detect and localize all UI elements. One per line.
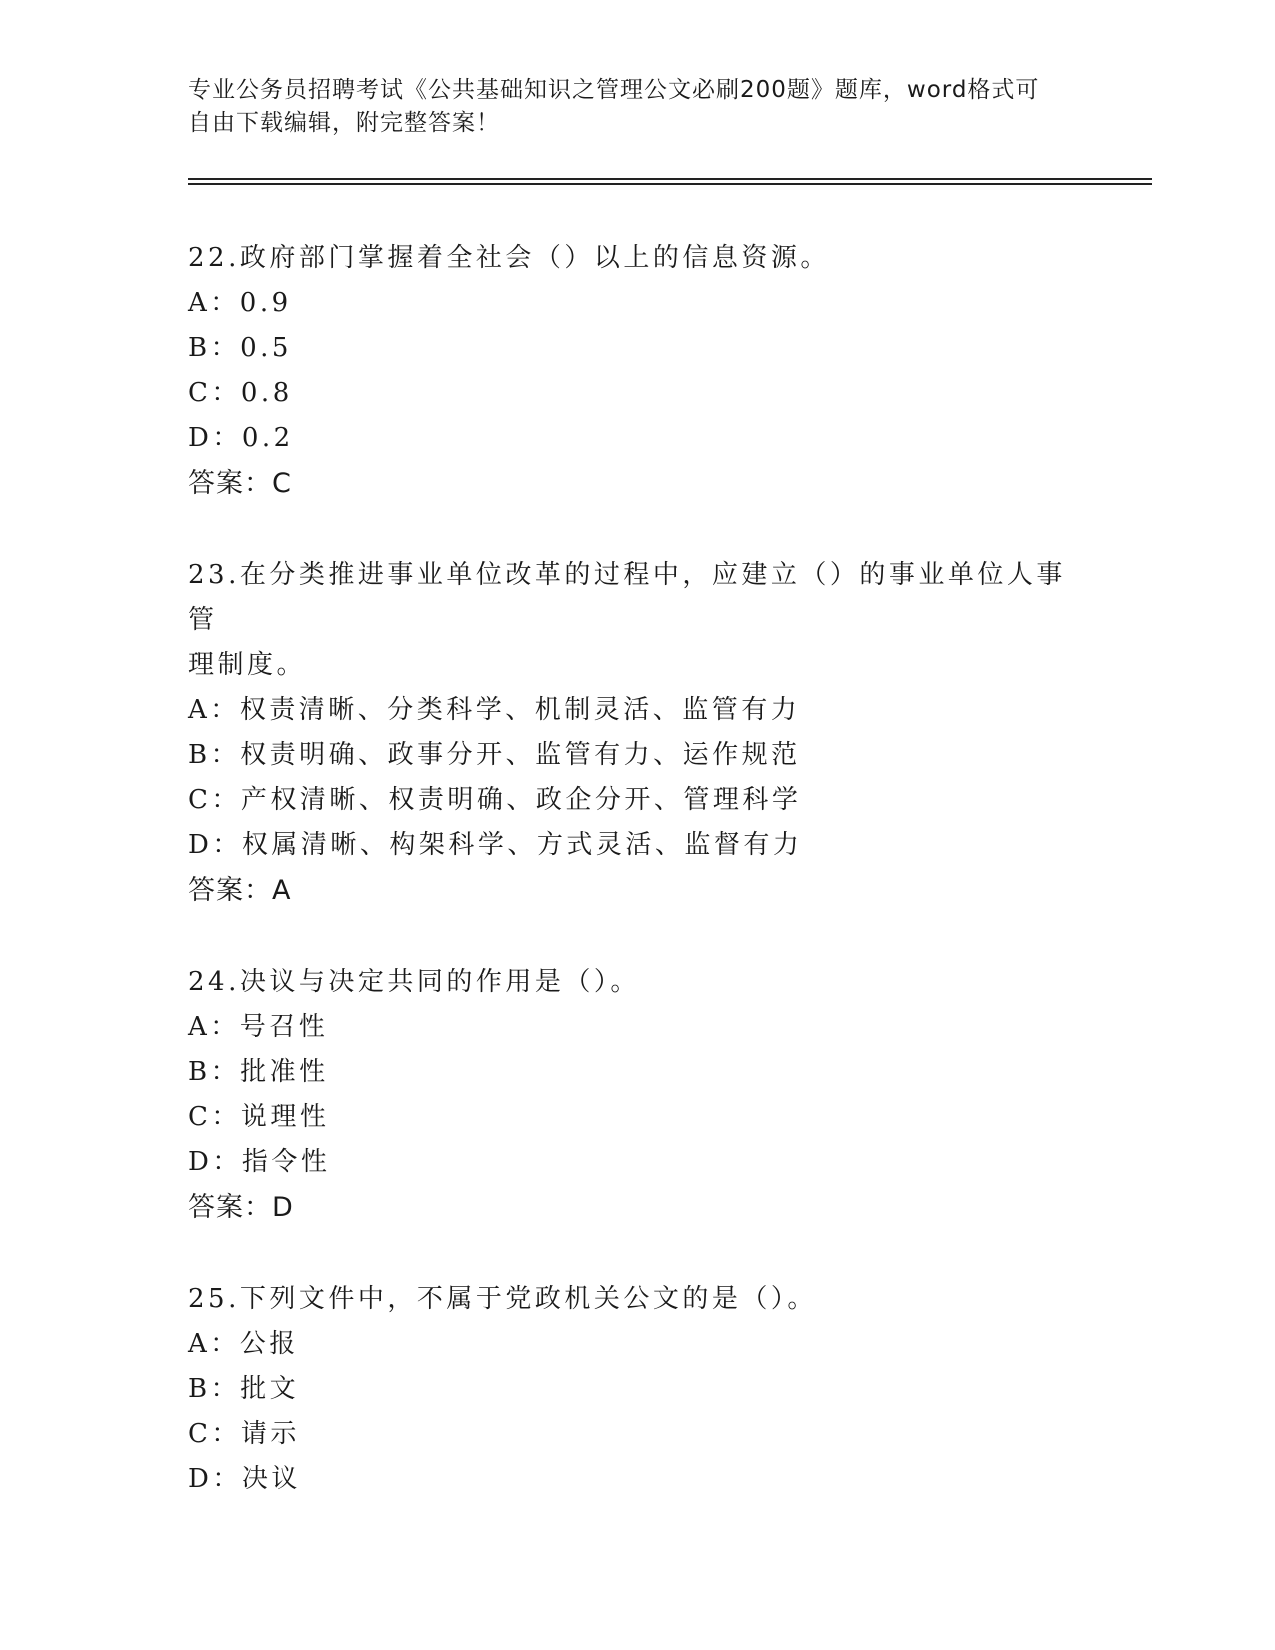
question-23 (188, 553, 1088, 913)
answer: 答案：A (188, 875, 292, 906)
header-line-2: 自由下载编辑，附完整答案！ (188, 110, 500, 136)
header-divider-top (188, 178, 1152, 180)
document-header (188, 74, 1068, 140)
question-24 (188, 960, 1088, 1230)
option-c: C：请示 (188, 1419, 300, 1449)
option-a: A：公报 (188, 1329, 299, 1359)
question-text-line-1: 23.在分类推进事业单位改革的过程中，应建立（）的事业单位人事管 (188, 560, 1066, 635)
option-b: B：权责明确、政事分开、监管有力、运作规范 (188, 740, 801, 770)
question-list (188, 236, 1088, 1549)
question-25 (188, 1277, 1088, 1502)
option-b: B：批文 (188, 1374, 300, 1404)
option-c: C：说理性 (188, 1102, 330, 1132)
option-b: B：0.5 (188, 333, 292, 363)
option-d: D：指令性 (188, 1147, 331, 1177)
option-d: D：0.2 (188, 423, 294, 453)
question-22 (188, 236, 1088, 506)
option-d: D：决议 (188, 1464, 301, 1494)
option-a: A：号召性 (188, 1012, 329, 1042)
option-a: A：0.9 (188, 288, 292, 318)
question-text-line-2: 理制度。 (188, 650, 307, 680)
answer: 答案：D (188, 1192, 294, 1223)
question-text: 24.决议与决定共同的作用是（）。 (188, 967, 640, 997)
question-text: 22.政府部门掌握着全社会（）以上的信息资源。 (188, 243, 830, 273)
answer: 答案：C (188, 468, 292, 499)
option-c: C：0.8 (188, 378, 293, 408)
header-divider-bottom (188, 183, 1152, 185)
header-line-1: 专业公务员招聘考试《公共基础知识之管理公文必刷200题》题库，word格式可 (188, 77, 1040, 103)
option-a: A：权责清晰、分类科学、机制灵活、监管有力 (188, 695, 801, 725)
option-d: D：权属清晰、构架科学、方式灵活、监督有力 (188, 830, 803, 860)
option-c: C：产权清晰、权责明确、政企分开、管理科学 (188, 785, 802, 815)
question-text: 25.下列文件中，不属于党政机关公文的是（）。 (188, 1284, 817, 1314)
option-b: B：批准性 (188, 1057, 329, 1087)
